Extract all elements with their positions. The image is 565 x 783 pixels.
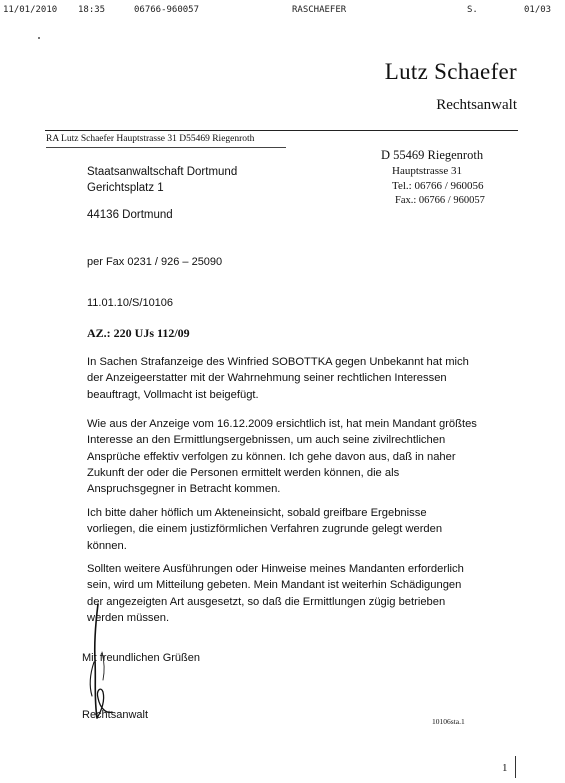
body-line: können. (87, 539, 127, 552)
letterhead-title: Rechtsanwalt (436, 97, 517, 113)
body-line: Ansprüche effektiv verfolgen zu können. Ich gehe davon aus, daß in naher (87, 450, 456, 463)
fax-page-label: S. (467, 5, 478, 15)
body-paragraph-2 (87, 416, 527, 497)
page-edge-mark (515, 756, 516, 778)
body-paragraph-4 (87, 561, 527, 626)
fax-page: 01/03 (524, 5, 552, 15)
body-line: Wie aus der Anzeige vom 16.12.2009 ersichtlich ist, hat mein Mandant größtes (87, 418, 477, 430)
body-line: Anspruchsgegner in Betracht kommen. (87, 483, 281, 496)
scan-speck (38, 37, 40, 39)
file-code: 10106sta.1 (432, 717, 465, 726)
date-reference: 11.01.10/S/10106 (87, 297, 174, 309)
body-line: Interesse an den Ermittlungsergebnissen, um auch seine zivilrechtlichen (87, 434, 446, 447)
body-line: beauftragt, Vollmacht ist beigefügt. (87, 388, 259, 401)
page-number: 1 (502, 762, 508, 774)
fax-time: 18:35 (78, 5, 106, 15)
body-line: werden müssen. (87, 611, 170, 624)
sender-street: Hauptstrasse 31 (392, 165, 462, 177)
sender-tel: Tel.: 06766 / 960056 (392, 180, 484, 192)
letterhead-divider (45, 130, 518, 131)
body-line: sein, wird um Mitteilung gebeten. Mein Mandant ist weiterhin Schädigungen (87, 579, 462, 592)
body-line: der angezeigten Art ausgesetzt, so daß die Ermittlungen zügig betrieben (87, 595, 446, 608)
fax-sender: RASCHAEFER (292, 5, 347, 15)
delivery-note: per Fax 0231 / 926 – 25090 (87, 256, 223, 268)
case-reference: AZ.: 220 UJs 112/09 (87, 326, 190, 340)
body-line: der Anzeigeerstatter mit der Wahrnehmung seiner rechtlichen Interessen (87, 372, 447, 385)
body-line: Sollten weitere Ausführungen oder Hinweise meines Mandanten erforderlich (87, 563, 464, 575)
fax-date: 11/01/2010 (3, 5, 58, 15)
signature-title: Rechtsanwalt (82, 709, 149, 721)
recipient-line2: Gerichtsplatz 1 (87, 182, 164, 194)
fax-phone: 06766-960057 (134, 5, 200, 15)
return-address-underline (46, 147, 286, 148)
sender-city: D 55469 Riegenroth (381, 148, 484, 162)
body-line: Zukunft der oder die Personen ermittelt werden können, die als (87, 466, 400, 479)
letterhead-name: Lutz Schaefer (384, 59, 517, 84)
closing: Mit freundlichen Grüßen (82, 652, 200, 664)
body-line: In Sachen Strafanzeige des Winfried SOBOTTKA gegen Unbekannt hat mich (87, 356, 469, 368)
recipient-city: 44136 Dortmund (87, 209, 173, 221)
body-line: Ich bitte daher höflich um Akteneinsicht, sobald greifbare Ergebnisse (87, 507, 427, 519)
body-paragraph-1 (87, 354, 527, 403)
sender-fax: Fax.: 06766 / 960057 (395, 195, 485, 206)
body-paragraph-3 (87, 505, 527, 554)
body-line: vorliegen, die einem justizförmlichen Verfahren zugrunde gelegt werden (87, 523, 443, 536)
recipient-line1: Staatsanwaltschaft Dortmund (87, 166, 238, 178)
return-address: RA Lutz Schaefer Hauptstrasse 31 D55469 Riegenroth (46, 134, 255, 144)
